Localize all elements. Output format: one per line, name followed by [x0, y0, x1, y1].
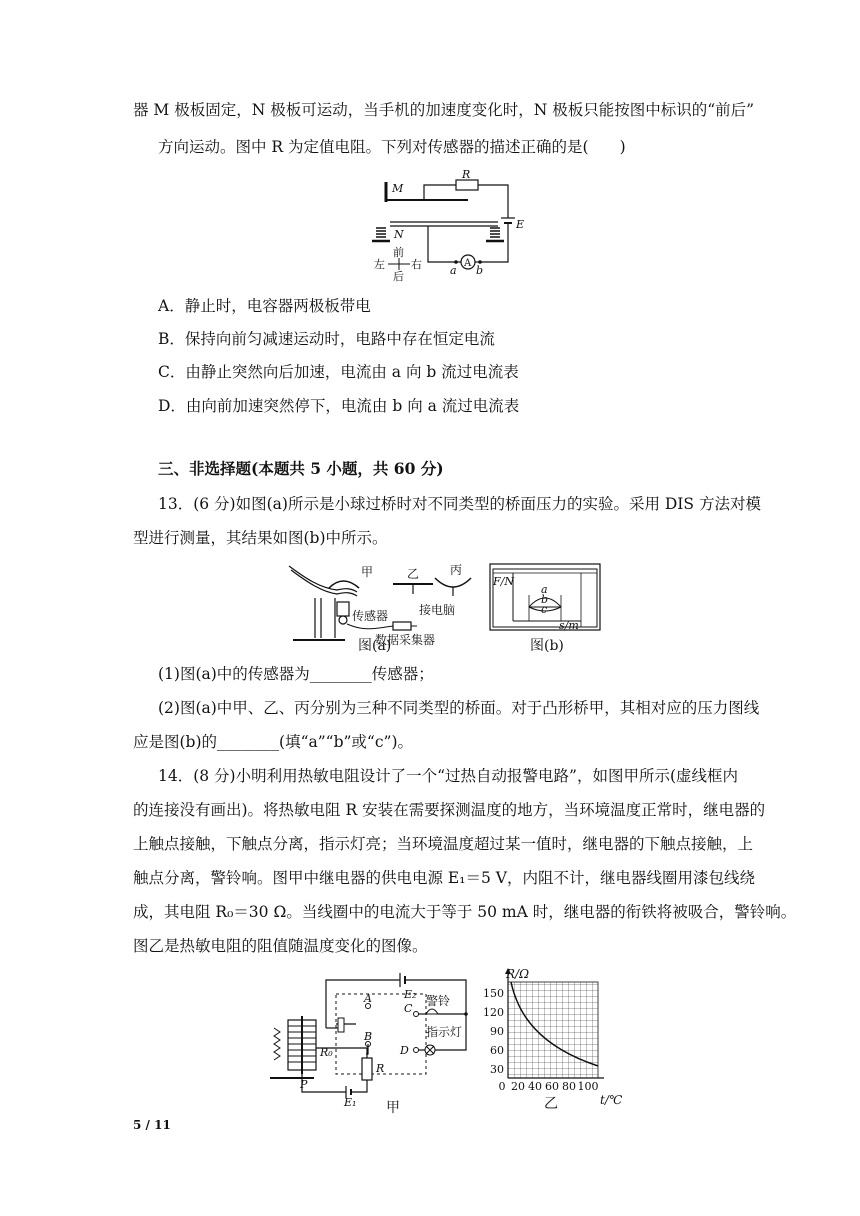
q13-figure-b [489, 563, 601, 635]
fig-yi-caption: 乙 [544, 1096, 558, 1112]
fig-a-caption: 图(a) [358, 638, 392, 654]
ytick-120: 120 [483, 1006, 504, 1019]
fig-b-ylabel: F/N [493, 575, 514, 588]
label-e2: E₂ [404, 988, 417, 1001]
q14-text-line1: 14．(8 分)小明利用热敏电阻设计了一个“过热自动报警电路”，如图甲所示(虚线框内 [158, 767, 739, 785]
label-p: P [300, 1078, 308, 1091]
ytick-60: 60 [490, 1044, 504, 1057]
ytick-150: 150 [483, 987, 504, 1000]
q14-figure-yi [478, 966, 628, 1120]
page-number: 5 / 11 [133, 1118, 171, 1132]
xtick-40: 40 [528, 1080, 542, 1093]
xtick-0: 0 [498, 1080, 506, 1093]
q14-text-line4: 触点分离，警铃响。图甲中继电器的供电电源 E₁＝5 V，内阻不计，继电器线圈用漆包线绕 [133, 869, 755, 887]
section-heading: 三、非选择题(本题共 5 小题，共 60 分) [158, 459, 444, 478]
label-left: 左 [374, 258, 385, 271]
label-a: a [450, 264, 457, 277]
xtick-80: 80 [562, 1080, 576, 1093]
ammeter-label: A [464, 258, 472, 269]
label-bell: 警铃 [426, 994, 451, 1008]
label-r: R [376, 1062, 385, 1075]
ytick-90: 90 [490, 1025, 504, 1038]
q14-text-line5: 成，其电阻 R₀＝30 Ω。当线圈中的电流大于等于 50 mA 时，继电器的衔铁将被吸合，警铃响。 [133, 903, 797, 921]
q12-option-b: B．保持向前匀减速运动时，电路中存在恒定电流 [158, 330, 495, 348]
label-contact-c: C [404, 1002, 413, 1015]
q13-text-line2: 型进行测量，其结果如图(b)中所示。 [133, 529, 388, 547]
q13-question-1: (1)图(a)中的传感器为________传感器； [158, 665, 434, 683]
label-b: b [476, 264, 484, 277]
xtick-20: 20 [511, 1080, 525, 1093]
label-n: N [394, 228, 404, 241]
label-right: 右 [411, 258, 422, 271]
q14-text-line3: 上触点接触，下触点分离，指示灯亮；当环境温度超过某一值时，继电器的下触点接触，上 [133, 835, 754, 853]
q12-capacitor-figure [368, 170, 528, 289]
q14-text-line6: 图乙是热敏电阻的阻值随温度变化的图像。 [133, 937, 428, 955]
label-front: 前 [393, 246, 404, 259]
label-jia: 甲 [361, 565, 374, 579]
label-back: 后 [393, 270, 404, 283]
label-m: M [392, 182, 404, 195]
q12-text-line2: 方向运动。图中 R 为定值电阻。下列对传感器的描述正确的是( ) [158, 138, 626, 156]
curve-a-label: a [541, 583, 548, 596]
curve-b-label: b [541, 593, 549, 606]
label-collector: 数据采集器 [375, 633, 436, 647]
xtick-100: 100 [577, 1080, 599, 1093]
ytick-30: 30 [490, 1063, 504, 1076]
q12-text-line1: 器 M 极板固定，N 极板可运动，当手机的加速度变化时，N 极板只能按图中标识的“前后” [133, 101, 755, 119]
fig-b-xlabel: s/m [559, 619, 579, 631]
q13-question-2-line1: (2)图(a)中甲、乙、丙分别为三种不同类型的桥面。对于凸形桥甲，其相对应的压力图线 [158, 699, 760, 717]
label-contact-a: A [364, 992, 372, 1005]
q12-option-a: A．静止时，电容器两极板带电 [158, 297, 371, 315]
yi-xlabel: t/℃ [600, 1093, 623, 1107]
label-r0: R₀ [320, 1046, 333, 1059]
xtick-60: 60 [545, 1080, 559, 1093]
label-contact-d: D [400, 1044, 409, 1057]
label-e1: E₁ [344, 1096, 357, 1108]
q13-question-2-line2: 应是图(b)的________(填“a”“b”或“c”)。 [133, 733, 413, 751]
fig-b-caption: 图(b) [530, 638, 564, 654]
q14-text-line2: 的连接没有画出)。将热敏电阻 R 安装在需要探测温度的地方，当环境温度正常时，继电器的 [133, 801, 766, 819]
q12-option-d: D．由向前加速突然停下，电流由 b 向 a 流过电流表 [158, 397, 520, 415]
label-computer: 接电脑 [419, 603, 456, 617]
label-r: R [462, 170, 471, 181]
fig-jia-caption: 甲 [386, 1100, 400, 1116]
label-contact-b: B [364, 1030, 373, 1043]
label-sensor: 传感器 [352, 609, 389, 623]
q12-option-c: C．由静止突然向后加速，电流由 a 向 b 流过电流表 [158, 363, 519, 381]
label-yi: 乙 [407, 567, 420, 581]
label-e: E [516, 218, 525, 231]
label-lamp: 指示灯 [426, 1025, 463, 1039]
q14-figure-jia [266, 968, 478, 1112]
yi-ylabel: R/Ω [506, 967, 530, 981]
curve-c-label: c [541, 603, 548, 616]
q13-text-line1: 13．(6 分)如图(a)所示是小球过桥时对不同类型的桥面压力的实验。采用 DIS 方法对模 [158, 495, 761, 513]
label-bing: 丙 [450, 563, 463, 577]
